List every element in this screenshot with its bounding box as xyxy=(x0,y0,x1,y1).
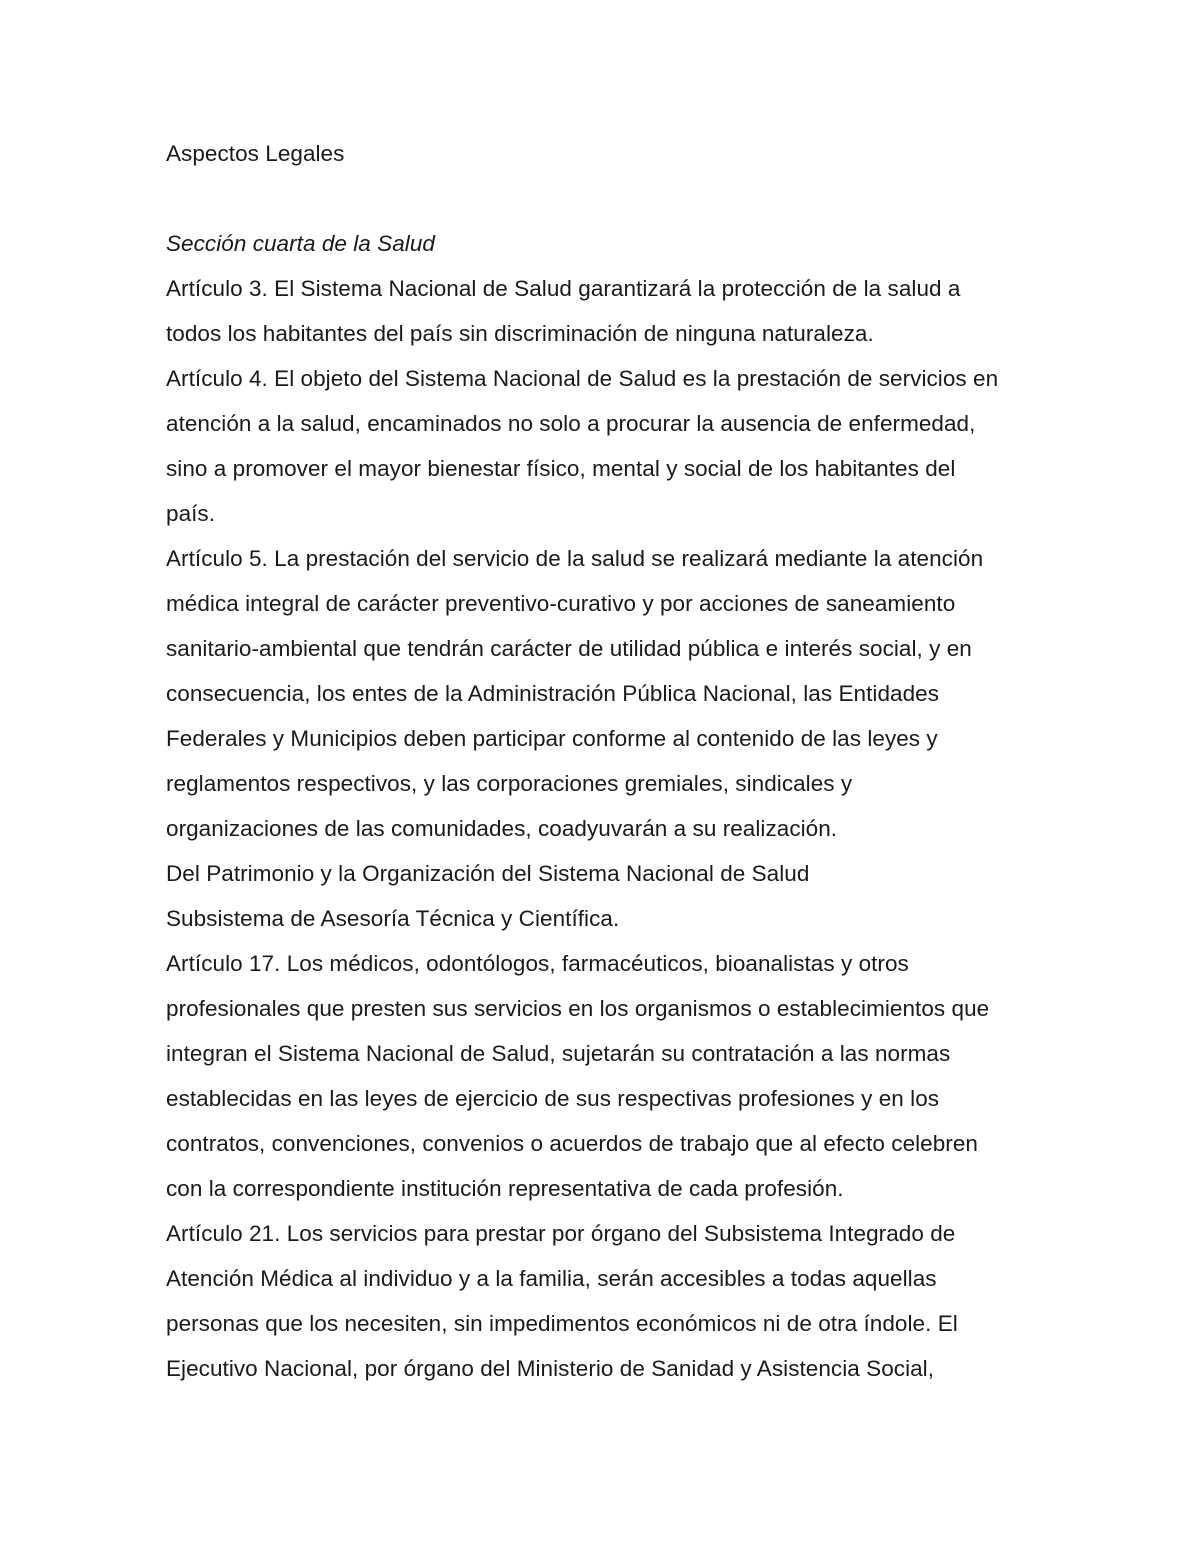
text-line: Del Patrimonio y la Organización del Sistema Nacional de Salud xyxy=(166,861,810,886)
text-line: organizaciones de las comunidades, coadyuvarán a su realización. xyxy=(166,816,838,841)
paragraph-patrimonio xyxy=(166,851,1046,896)
text-line: médica integral de carácter preventivo-curativo y por acciones de saneamiento xyxy=(166,591,956,616)
text-line: profesionales que presten sus servicios en los organismos o establecimientos que xyxy=(166,996,990,1021)
document-content xyxy=(166,131,1046,1391)
text-line: contratos, convenciones, convenios o acuerdos de trabajo que al efecto celebren xyxy=(166,1131,978,1156)
text-line: Artículo 3. El Sistema Nacional de Salud garantizará la protección de la salud a xyxy=(166,276,961,301)
paragraph-art3 xyxy=(166,266,1046,356)
text-line: sanitario-ambiental que tendrán carácter de utilidad pública e interés social, y en xyxy=(166,636,972,661)
text-line: Artículo 21. Los servicios para prestar por órgano del Subsistema Integrado de xyxy=(166,1221,956,1246)
text-line: Artículo 4. El objeto del Sistema Nacional de Salud es la prestación de servicios en xyxy=(166,366,999,391)
paragraph-art17 xyxy=(166,941,1046,1211)
blank-line xyxy=(166,176,1046,221)
text-line: integran el Sistema Nacional de Salud, sujetarán su contratación a las normas xyxy=(166,1041,951,1066)
text-line: Subsistema de Asesoría Técnica y Científica. xyxy=(166,906,620,931)
paragraph-subsistema xyxy=(166,896,1046,941)
paragraph-art5 xyxy=(166,536,1046,851)
text-line: Atención Médica al individuo y a la familia, serán accesibles a todas aquellas xyxy=(166,1266,937,1291)
text-line: país. xyxy=(166,501,216,526)
paragraph-art21 xyxy=(166,1211,1046,1391)
text-line: Artículo 5. La prestación del servicio de la salud se realizará mediante la atención xyxy=(166,546,984,571)
paragraph-art4 xyxy=(166,356,1046,536)
document-title: Aspectos Legales xyxy=(166,141,345,166)
text-line: todos los habitantes del país sin discriminación de ninguna naturaleza. xyxy=(166,321,874,346)
text-line: establecidas en las leyes de ejercicio de sus respectivas profesiones y en los xyxy=(166,1086,940,1111)
text-line: Federales y Municipios deben participar conforme al contenido de las leyes y xyxy=(166,726,938,751)
text-line: reglamentos respectivos, y las corporaciones gremiales, sindicales y xyxy=(166,771,853,796)
text-line: sino a promover el mayor bienestar físico, mental y social de los habitantes del xyxy=(166,456,956,481)
text-line: Ejecutivo Nacional, por órgano del Ministerio de Sanidad y Asistencia Social, xyxy=(166,1356,935,1381)
text-line: consecuencia, los entes de la Administración Pública Nacional, las Entidades xyxy=(166,681,939,706)
text-line: personas que los necesiten, sin impedimentos económicos ni de otra índole. El xyxy=(166,1311,958,1336)
section-heading: Sección cuarta de la Salud xyxy=(166,231,435,256)
text-line: Artículo 17. Los médicos, odontólogos, farmacéuticos, bioanalistas y otros xyxy=(166,951,909,976)
text-line: con la correspondiente institución representativa de cada profesión. xyxy=(166,1176,844,1201)
paragraphs-container xyxy=(166,266,1046,1391)
text-line: atención a la salud, encaminados no solo a procurar la ausencia de enfermedad, xyxy=(166,411,976,436)
